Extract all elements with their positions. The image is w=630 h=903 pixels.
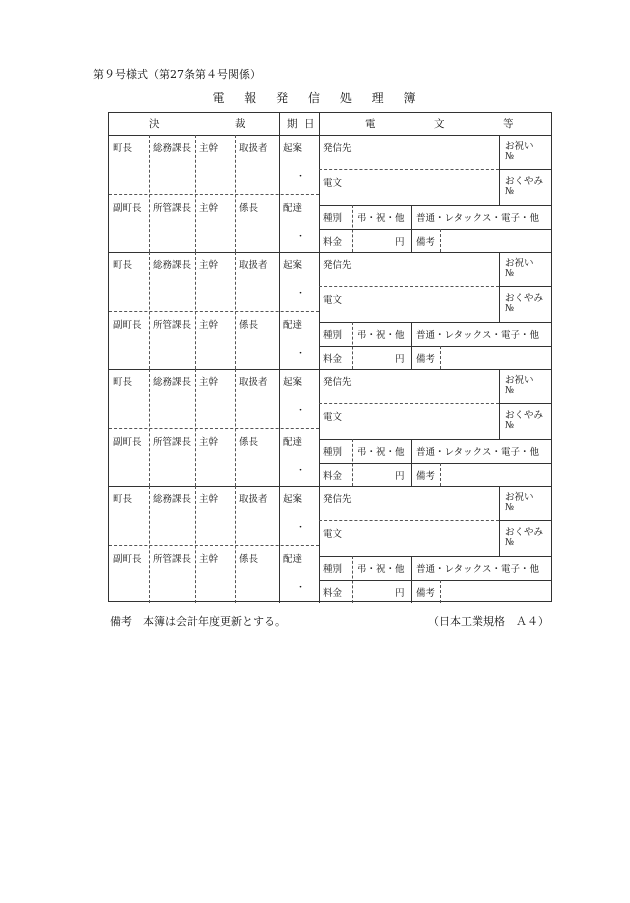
approver-label: 町長: [113, 143, 133, 154]
approver-label: 係長: [239, 203, 259, 214]
approver-label: 主幹: [199, 437, 219, 448]
content-col-divider: [319, 369, 320, 486]
date-delivery-label: 配達: [283, 320, 303, 331]
remarks-col-divider: [440, 346, 441, 369]
condolence-label: おくやみ: [505, 293, 544, 304]
condolence-label: おくやみ: [505, 527, 544, 538]
remarks-col-divider: [440, 580, 441, 603]
remarks-col-divider: [440, 463, 441, 486]
kind-options: 弔・祝・他: [357, 330, 405, 341]
fee-row-divider: [319, 580, 551, 581]
header-divider: [319, 113, 320, 135]
approver-label: 所管課長: [153, 320, 192, 331]
approver-label: 総務課長: [153, 260, 192, 271]
date-draft-label: 起案: [283, 260, 303, 271]
recipient-row-divider: [319, 286, 499, 287]
block-separator: [109, 369, 551, 370]
footer-note: 備考 本簿は会計年度更新とする。: [110, 615, 286, 628]
approver-label: 係長: [239, 554, 259, 565]
date-separator: ・: [296, 523, 306, 533]
form-number: 第９号様式（第27条第４号関係）: [93, 68, 261, 81]
condolence-number: №: [505, 303, 514, 314]
header-kijitsu-1: 期: [287, 118, 298, 130]
approver-label: 主幹: [199, 320, 219, 331]
date-separator: ・: [296, 172, 306, 182]
approver-label: 取扱者: [239, 143, 268, 154]
recipient-row-divider: [319, 520, 499, 521]
condolence-label: おくやみ: [505, 176, 544, 187]
header-denbun-1: 電: [365, 118, 376, 130]
title-char: 報: [244, 91, 259, 105]
approver-label: 町長: [113, 377, 133, 388]
approver-label: 所管課長: [153, 554, 192, 565]
approver-label: 係長: [239, 320, 259, 331]
approver-row-divider: [109, 428, 319, 429]
type-col-divider: [499, 369, 500, 439]
date-separator: ・: [296, 349, 306, 359]
approver-label: 所管課長: [153, 203, 192, 214]
approver-label: 主幹: [199, 203, 219, 214]
title-char: 信: [307, 91, 322, 105]
header-denbun-3: 等: [503, 118, 514, 130]
approver-label: 副町長: [113, 203, 142, 214]
header-kessai-1: 決: [149, 118, 160, 130]
message-row-divider: [319, 322, 551, 323]
approver-label: 主幹: [199, 377, 219, 388]
celebration-label: お祝い: [505, 258, 534, 269]
type-col-divider: [499, 135, 500, 205]
kind-label: 種別: [323, 564, 343, 575]
approver-label: 取扱者: [239, 494, 268, 505]
message-row-divider: [319, 556, 551, 557]
message-label: 電文: [323, 295, 343, 306]
approver-label: 副町長: [113, 554, 142, 565]
approver-label: 町長: [113, 494, 133, 505]
remarks-label: 備考: [416, 471, 436, 482]
approver-label: 町長: [113, 260, 133, 271]
approver-row-divider: [109, 194, 319, 195]
approver-label: 副町長: [113, 320, 142, 331]
fee-unit: 円: [395, 471, 405, 482]
type-row-divider: [499, 169, 551, 170]
celebration-label: お祝い: [505, 492, 534, 503]
remarks-label: 備考: [416, 588, 436, 599]
recipient-label: 発信先: [323, 143, 352, 154]
approver-label: 取扱者: [239, 377, 268, 388]
message-label: 電文: [323, 412, 343, 423]
date-separator: ・: [296, 406, 306, 416]
approver-label: 副町長: [113, 437, 142, 448]
approver-row-divider: [109, 311, 319, 312]
recipient-label: 発信先: [323, 494, 352, 505]
fee-label: 料金: [323, 588, 343, 599]
fee-label: 料金: [323, 471, 343, 482]
type-row-divider: [499, 520, 551, 521]
fee-row-divider: [319, 229, 551, 230]
date-delivery-label: 配達: [283, 437, 303, 448]
fee-row-divider: [319, 463, 551, 464]
date-separator: ・: [296, 583, 306, 593]
type-row-divider: [499, 286, 551, 287]
date-delivery-label: 配達: [283, 554, 303, 565]
date-draft-label: 起案: [283, 143, 303, 154]
block-separator: [109, 486, 551, 487]
approver-label: 係長: [239, 437, 259, 448]
content-col-divider: [319, 252, 320, 369]
kind-label: 種別: [323, 330, 343, 341]
approver-label: 総務課長: [153, 494, 192, 505]
telegram-ledger-table: [108, 112, 552, 602]
date-draft-label: 起案: [283, 494, 303, 505]
table-header: [109, 113, 551, 136]
message-label: 電文: [323, 178, 343, 189]
kind-options: 弔・祝・他: [357, 447, 405, 458]
type-col-divider: [499, 486, 500, 556]
celebration-label: お祝い: [505, 141, 534, 152]
kind-options: 弔・祝・他: [357, 213, 405, 224]
approver-label: 主幹: [199, 554, 219, 565]
approver-label: 主幹: [199, 143, 219, 154]
title-char: 処: [339, 91, 354, 105]
approver-label: 総務課長: [153, 143, 192, 154]
celebration-label: お祝い: [505, 375, 534, 386]
celebration-number: №: [505, 385, 514, 396]
page-title: [0, 89, 630, 106]
condolence-label: おくやみ: [505, 410, 544, 421]
kind-options: 弔・祝・他: [357, 564, 405, 575]
header-kijitsu-2: 日: [304, 118, 315, 130]
approver-row-divider: [109, 545, 319, 546]
approver-label: 主幹: [199, 494, 219, 505]
message-label: 電文: [323, 529, 343, 540]
footer-standard: （日本工業規格 Ａ４）: [428, 615, 549, 628]
date-draft-label: 起案: [283, 377, 303, 388]
approver-label: 総務課長: [153, 377, 192, 388]
title-char: 簿: [403, 91, 418, 105]
remarks-label: 備考: [416, 237, 436, 248]
content-col-divider: [319, 135, 320, 252]
kind-options: 普通・レタックス・電子・他: [416, 330, 540, 341]
recipient-label: 発信先: [323, 260, 352, 271]
celebration-number: №: [505, 502, 514, 513]
kind-options: 普通・レタックス・電子・他: [416, 564, 540, 575]
kind-options: 普通・レタックス・電子・他: [416, 213, 540, 224]
condolence-number: №: [505, 186, 514, 197]
recipient-label: 発信先: [323, 377, 352, 388]
kind-label: 種別: [323, 213, 343, 224]
block-separator: [109, 252, 551, 253]
title-char: 発: [276, 91, 291, 105]
message-row-divider: [319, 439, 551, 440]
fee-label: 料金: [323, 354, 343, 365]
fee-unit: 円: [395, 588, 405, 599]
recipient-row-divider: [319, 169, 499, 170]
date-separator: ・: [296, 466, 306, 476]
header-kessai-2: 裁: [235, 118, 246, 130]
kind-options: 普通・レタックス・電子・他: [416, 447, 540, 458]
header-divider: [279, 113, 280, 135]
kind-label: 種別: [323, 447, 343, 458]
approver-label: 主幹: [199, 260, 219, 271]
fee-row-divider: [319, 346, 551, 347]
celebration-number: №: [505, 151, 514, 162]
condolence-number: №: [505, 537, 514, 548]
date-separator: ・: [296, 232, 306, 242]
header-denbun-2: 文: [434, 118, 445, 130]
approver-label: 取扱者: [239, 260, 268, 271]
title-char: 理: [371, 91, 386, 105]
condolence-number: №: [505, 420, 514, 431]
celebration-number: №: [505, 268, 514, 279]
recipient-row-divider: [319, 403, 499, 404]
content-col-divider: [319, 486, 320, 603]
remarks-col-divider: [440, 229, 441, 252]
fee-label: 料金: [323, 237, 343, 248]
type-col-divider: [499, 252, 500, 322]
date-separator: ・: [296, 289, 306, 299]
date-delivery-label: 配達: [283, 203, 303, 214]
fee-unit: 円: [395, 354, 405, 365]
remarks-label: 備考: [416, 354, 436, 365]
approver-label: 所管課長: [153, 437, 192, 448]
message-row-divider: [319, 205, 551, 206]
fee-unit: 円: [395, 237, 405, 248]
title-char: 電: [212, 91, 227, 105]
type-row-divider: [499, 403, 551, 404]
